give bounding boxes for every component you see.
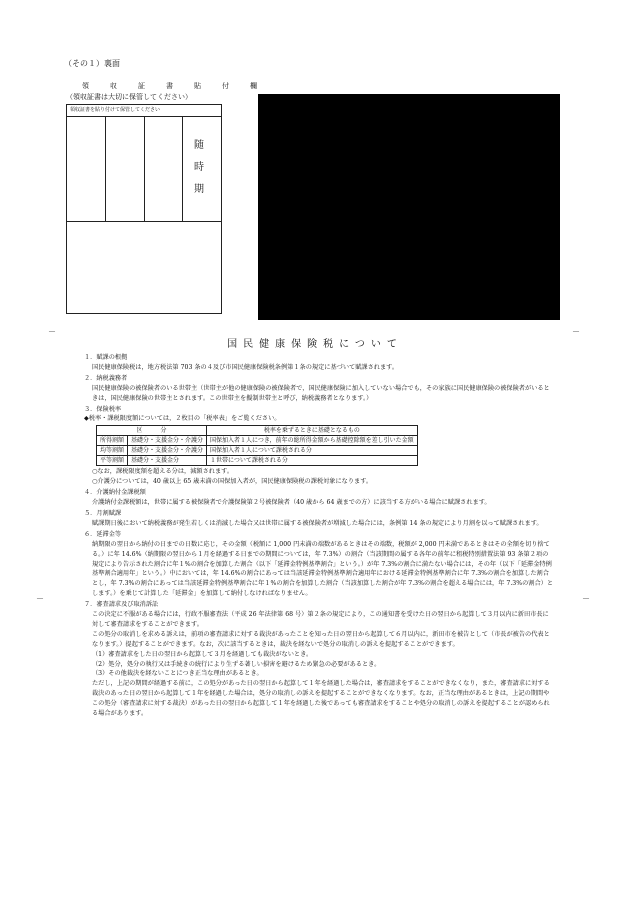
- fold-mark: －: [582, 594, 590, 603]
- section-body: 納期限の翌日から納付の日までの日数に応じ，その金額（税額に 1,000 円未満の端数があるときはその端数，税額が 2,000 円未満であるときはその全額を切り捨てる。）に年 14.6%（納期限の翌日から１月を経過する日までの期間については，年 7.3%）の割合（当該期間の属する各年の前年に租税特別措置法第 93 条第２項の規定により告示された割合に年１%の割合を加算した割合（以下「延滞金特例基準割合」という。）が年 7.3%の割合に満たない場合には，その年（以下「延滞金特例基準割合適用年」という。）中においては，年 14.6%の割合にあっては当該延滞金特例基準割合適用年における延滞金特例基準割合に年 7.3%の割合を加算した割合とし，年 7.3%の割合にあっては当該延滞金特例基準割合に年１%の割合を加算した割合（当該加算した割合が年 7.3%の割合を超える場合には，年 7.3%の割合）とします。）を乗じて計算した「延滞金」を加算して納付しなければなりません。: [92, 540, 554, 598]
- stamp-column: [67, 116, 106, 221]
- table-cell: 平等割額: [97, 456, 128, 466]
- section-heading: ２．納税義務者: [84, 374, 128, 382]
- table-cell: 基礎分・支援金分: [128, 456, 207, 466]
- section-heading: ４．介護納付金課税額: [84, 489, 146, 497]
- stamp-column: [144, 116, 183, 221]
- table-header-row: [97, 426, 418, 436]
- table-row: [97, 446, 418, 456]
- stamp-divider: [67, 221, 221, 222]
- section-body: 国民健康保険税は，地方税法第 703 条の４及び市国民健康保険税条例第１条の規定に基づいて賦課されます。: [92, 363, 399, 371]
- stamp-box-header: 領収証書を貼り付けて保管してください: [67, 105, 221, 117]
- list-item: （2）処分，処分の執行又は手続きの続行により生ずる著しい損害を避けるため緊急の必要があるとき。: [92, 660, 381, 668]
- table-header: 税率を乗ずるときに基礎となるもの: [207, 426, 418, 436]
- fold-mark: －: [36, 594, 44, 603]
- fold-mark: －: [48, 327, 56, 336]
- tax-rate-note: ◆税率・課税限度額については，２枚目の「税率表」をご覧ください。: [84, 415, 281, 423]
- section-heading: ５．月割賦課: [84, 509, 122, 517]
- list-item: （3）その他裁決を経ないことにつき正当な理由があるとき。: [92, 670, 263, 678]
- section-body: 介護納付金課税額は，世帯に属する被保険者で介護保険第２号被保険者（40 歳から 64 歳までの方）に該当する方がいる場合に賦課されます。: [92, 499, 491, 507]
- tax-rate-table: [96, 425, 418, 466]
- document-body: [84, 352, 554, 719]
- section-body: ただし，上記の期間が経過する前に，この処分があった日の翌日から起算して１年を経過した場合は，審査請求をすることができなくなり，また，審査請求に対する裁決のあった日の翌日から起算して１年を経過した場合は，処分の取消しの訴えを提起することができなくなります。なお，正当な理由があるときは，上記の期間やこの処分（審査請求に対する裁決）があった日の翌日から起算して１年を経過した後であっても審査請求をすることや処分の取消しの訴えを提起することが認められる場合があります。: [92, 680, 550, 718]
- table-row: [97, 456, 418, 466]
- table-row: [97, 436, 418, 446]
- stamp-vertical-label: 随 時 期: [194, 140, 204, 195]
- table-cell: １世帯について課税される分: [207, 456, 418, 466]
- page-label: （その１）裏面: [64, 59, 120, 68]
- table-cell: 国保加入者１人につき，前年の総所得金額から基礎控除額を差し引いた金額: [207, 436, 418, 446]
- tax-note: ○なお，課税限度額を超える分は，減額されます。: [92, 468, 234, 476]
- section-heading: ７．審査請求及び取消訴訟: [84, 601, 159, 609]
- list-item: （1）審査請求をした日の翌日から起算して３月を経過しても裁決がないとき。: [92, 650, 313, 658]
- tax-note: ○介護分については，40 歳以上 65 歳未満の国保加入者が，国民健康保険税の課税対象になります。: [92, 478, 373, 486]
- section-heading: ３．保険税率: [84, 405, 122, 413]
- table-cell: 均等割額: [97, 446, 128, 456]
- section-heading: ６．延滞金等: [84, 530, 122, 538]
- stamp-area-title: 領 収 証 書 貼 付 欄: [82, 82, 264, 90]
- section-body: 賦課期日後において納税義務が発生若しくは消滅した場合又は世帯に属する被保険者が増減した場合には，条例第 14 条の規定により月割を以って賦課されます。: [92, 519, 543, 527]
- receipt-stamp-box: [66, 104, 222, 314]
- table-cell: 所得割額: [97, 436, 128, 446]
- table-header: 区 分: [97, 426, 207, 436]
- table-cell: 国保加入者１人について課税される分: [207, 446, 418, 456]
- redacted-area: [258, 94, 560, 320]
- document-title: 国民健康保険税について: [227, 339, 403, 350]
- table-cell: 基礎分・支援金分・介護分: [128, 446, 207, 456]
- stamp-area-note: （領収証書は大切に保管してください）: [66, 93, 192, 101]
- table-cell: 基礎分・支援金分・介護分: [128, 436, 207, 446]
- fold-mark: －: [572, 327, 580, 336]
- stamp-column: [105, 116, 145, 221]
- section-body: この決定に不服がある場合には，行政不服審査法（平成 26 年法律第 68 号）第２条の規定により，この通知書を受けた日の翌日から起算して３月以内に新田市長に対して審査請求をすることができます。: [92, 611, 549, 628]
- section-body: 国民健康保険の被保険者のいる世帯主（世帯主が他の健康保険の被保険者で，国民健康保険に加入していない場合でも，その家族に国民健康保険の被保険者がいるときは，国民健康保険の世帯主とされます。この世帯主を擬制世帯主と呼び，納税義務者となります。）: [92, 384, 550, 402]
- section-heading: １．賦課の根拠: [84, 354, 128, 361]
- section-body: この処分の取消しを求める訴えは，前項の審査請求に対する裁決があったことを知った日の翌日から起算して６月以内に，新田市を被告として（市長が被告の代表となります。）提起することができます。なお，次に該当するときは，裁決を経ないで処分の取消しの訴えを提起することができます。: [92, 630, 550, 648]
